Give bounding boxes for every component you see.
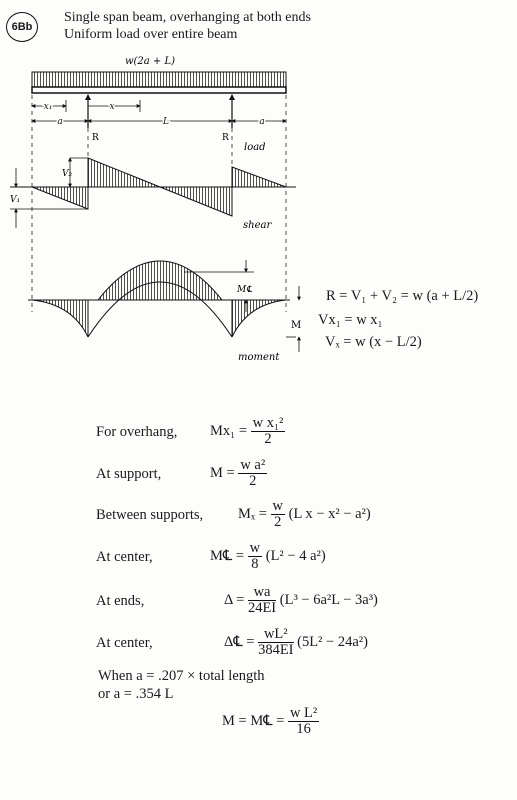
formula-rest: (L² − 4 a²) [265, 548, 326, 564]
formula-expression [238, 499, 371, 530]
M-center-label: M℄ [237, 285, 252, 295]
formula-denominator: 2 [264, 431, 272, 447]
formula-lhs: Δ = [224, 592, 245, 608]
formula-denominator: 2 [249, 473, 257, 489]
formula-expression [224, 585, 378, 616]
figure-number-badge: 6Bb [6, 12, 38, 42]
reaction-right-label: R [222, 133, 229, 143]
beam-diagram [0, 0, 517, 380]
reaction-left-label: R [92, 133, 99, 143]
shear-label: shear [243, 220, 272, 231]
formula-rest: (L³ − 6a²L − 3a³) [279, 592, 378, 608]
M-support-label: M [291, 320, 302, 331]
note-line-1: When a = .207 × total length [98, 668, 265, 684]
dim-L-label: L [163, 117, 169, 127]
final-lhs: M = M℄ = [222, 713, 285, 729]
formula-label: At center, [96, 635, 153, 651]
dim-a-left-label: a [57, 117, 63, 127]
formula-rest: (5L² − 24a²) [297, 634, 368, 650]
formula-lhs: Δ℄ = [224, 634, 255, 650]
formula-numerator: w a² [240, 457, 266, 473]
dim-a-right-label: a [259, 117, 265, 127]
formula-denominator: 384EI [258, 642, 294, 658]
formula-numerator: w [249, 540, 261, 556]
formula-label: At center, [96, 549, 153, 565]
total-load-label: w(2a + L) [124, 56, 176, 67]
V1-label: V₁ [10, 195, 21, 205]
final-formula [222, 706, 319, 737]
title-line-1: Single span beam, overhanging at both ends [64, 10, 311, 25]
final-denominator: 16 [296, 721, 311, 737]
dim-x-label: x [109, 102, 115, 112]
formula-denominator: 24EI [247, 600, 277, 616]
formula-expression [210, 458, 267, 489]
title-line-2: Uniform load over entire beam [64, 27, 238, 42]
formula-expression [210, 416, 285, 447]
uniform-load-block [32, 72, 286, 93]
note-line-2: or a = .354 L [98, 686, 174, 702]
formula-denominator: 2 [274, 514, 282, 530]
load-label: load [244, 142, 266, 153]
formula-label: At support, [96, 466, 162, 482]
shear-diagram [10, 158, 296, 216]
formula-lhs: M = [210, 465, 235, 481]
shear-x-formula: Vₓ = w (x − L/2) [325, 334, 422, 350]
formula-fraction [248, 585, 276, 616]
formula-fraction [271, 499, 285, 530]
final-numerator: w L² [289, 705, 318, 721]
formula-numerator: wa [248, 585, 276, 601]
dim-x1-label: x₁ [43, 102, 53, 112]
formula-fraction [251, 416, 286, 447]
reaction-formula: R = V₁ + V₂ = w (a + L/2) [326, 288, 479, 304]
formula-label: For overhang, [96, 424, 178, 440]
formula-lhs: Mx₁ = [210, 423, 248, 439]
formula-rest: (L x − x² − a²) [288, 506, 371, 522]
formula-expression [210, 541, 326, 572]
formula-lhs: Mₓ = [238, 506, 267, 522]
formula-fraction [258, 627, 293, 658]
formula-label: Between supports, [96, 507, 204, 523]
V2-label: V₂ [62, 169, 73, 179]
formula-numerator: w x₁² [252, 415, 284, 431]
formula-numerator: wL² [258, 627, 293, 643]
formula-denominator: 8 [251, 556, 259, 572]
formula-label: At ends, [96, 593, 145, 609]
formula-expression [224, 627, 368, 658]
formula-fraction [238, 458, 267, 489]
shear-x1-formula: Vx₁ = w x₁ [318, 312, 383, 328]
formula-numerator: w [272, 498, 284, 514]
final-fraction [288, 706, 319, 737]
moment-label: moment [238, 352, 280, 363]
formula-lhs: M℄ = [210, 548, 245, 564]
formula-fraction [248, 541, 262, 572]
